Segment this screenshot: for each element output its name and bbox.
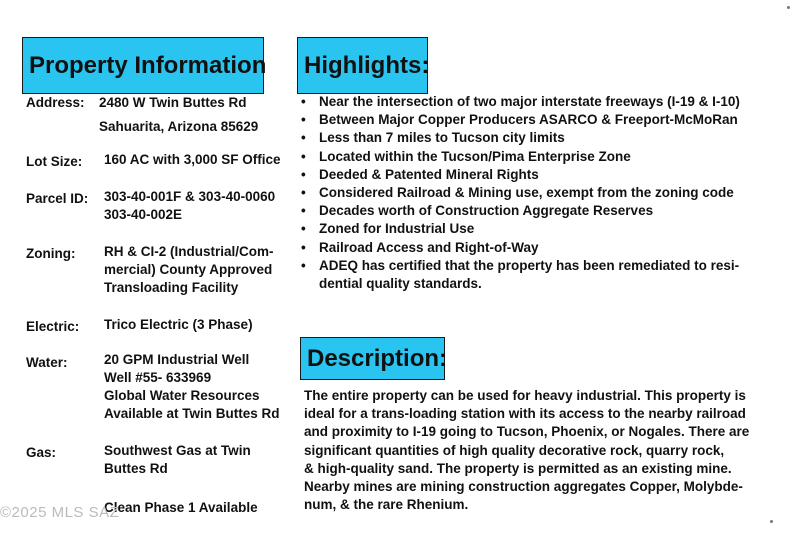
highlight-item [301, 184, 781, 202]
electric-label: Electric: [26, 319, 80, 334]
water-line2: Well #55- 633969 [104, 370, 212, 385]
highlight-item [301, 148, 781, 166]
parcel-line1: 303-40-001F & 303-40-0060 [104, 189, 276, 204]
description-line: ideal for a trans-loading station with its access to the nearby railroad [304, 406, 746, 422]
property-information-heading: Property Information [22, 37, 264, 94]
description-line: & high-quality sand. The property is permitted as an existing mine. [304, 460, 732, 476]
highlight-text: Railroad Access and Right-of-Way [319, 239, 539, 255]
bullet-icon: • [301, 239, 306, 255]
water-label: Water: [26, 355, 68, 370]
description-heading: Description: [300, 337, 445, 380]
bullet-icon: • [301, 166, 306, 182]
address-line1: 2480 W Twin Buttes Rd [99, 95, 247, 110]
bullet-icon: • [301, 257, 306, 273]
bullet-icon: • [301, 148, 306, 164]
gas-value [104, 442, 251, 478]
address-label: Address: [26, 95, 85, 110]
highlight-text: Zoned for Industrial Use [319, 221, 475, 237]
zoning-value [104, 243, 274, 297]
description-line: and proximity to I-19 going to Tucson, Phoenix, or Nogales. There are [304, 424, 750, 440]
water-line1: 20 GPM Industrial Well [104, 352, 250, 367]
description-line: Nearby mines are mining construction aggregates Copper, Molybde- [304, 479, 743, 495]
highlight-item [301, 111, 781, 129]
description-line: num, & the rare Rhenium. [304, 497, 469, 513]
description-body [304, 387, 774, 514]
bullet-icon: • [301, 203, 306, 219]
highlight-item [301, 93, 781, 111]
mls-watermark: ©2025 MLS SAZ [0, 504, 120, 521]
phase1-value: Clean Phase 1 Available [104, 500, 258, 515]
water-line3: Global Water Resources [104, 388, 260, 403]
bullet-icon: • [301, 112, 306, 128]
description-line: The entire property can be used for heavy industrial. This property is [304, 388, 746, 403]
highlight-text: Deeded & Patented Mineral Rights [319, 166, 539, 182]
highlight-text: Between Major Copper Producers ASARCO & Freeport-McMoRan [319, 112, 738, 128]
highlight-item [301, 239, 781, 257]
address-line2: Sahuarita, Arizona 85629 [99, 119, 259, 134]
highlight-item [301, 220, 781, 238]
scan-dot [787, 6, 790, 9]
parcel-id-value [104, 188, 275, 224]
gas-line1: Southwest Gas at Twin [104, 443, 251, 458]
highlight-text: ADEQ has certified that the property has been remediated to resi- [319, 257, 740, 273]
address-value [99, 94, 258, 136]
gas-label: Gas: [26, 445, 57, 460]
bullet-icon: • [301, 130, 306, 146]
highlight-text: Decades worth of Construction Aggregate Reserves [319, 203, 654, 219]
bullet-icon: • [301, 94, 306, 109]
highlight-item [301, 166, 781, 184]
highlight-text: Considered Railroad & Mining use, exempt from the zoning code [319, 185, 734, 201]
highlight-text: Located within the Tucson/Pima Enterprise Zone [319, 148, 631, 164]
highlight-text: Near the intersection of two major interstate freeways (I-19 & I-10) [319, 94, 740, 109]
bullet-icon: • [301, 185, 306, 201]
electric-value: Trico Electric (3 Phase) [104, 317, 253, 332]
description-line: significant quantities of high quality decorative rock, quarry rock, [304, 442, 725, 458]
bullet-icon: • [301, 221, 306, 237]
highlight-text-continuation: dential quality standards. [319, 276, 482, 292]
parcel-line2: 303-40-002E [104, 207, 183, 222]
parcel-id-label: Parcel ID: [26, 191, 89, 206]
zoning-label: Zoning: [26, 246, 76, 261]
highlights-list [301, 93, 781, 293]
zoning-line1: RH & CI-2 (Industrial/Com- [104, 244, 274, 259]
lot-size-value: 160 AC with 3,000 SF Office [104, 152, 281, 167]
water-value [104, 351, 280, 423]
highlight-item [301, 202, 781, 220]
highlight-item [301, 129, 781, 147]
scan-dot [770, 520, 773, 523]
water-line4: Available at Twin Buttes Rd [104, 406, 280, 421]
highlight-text: Less than 7 miles to Tucson city limits [319, 130, 565, 146]
highlight-item [301, 257, 781, 293]
highlights-heading: Highlights: [297, 37, 428, 94]
zoning-line2: mercial) County Approved [104, 262, 273, 277]
zoning-line3: Transloading Facility [104, 280, 239, 295]
lot-size-label: Lot Size: [26, 154, 83, 169]
gas-line2: Buttes Rd [104, 461, 168, 476]
